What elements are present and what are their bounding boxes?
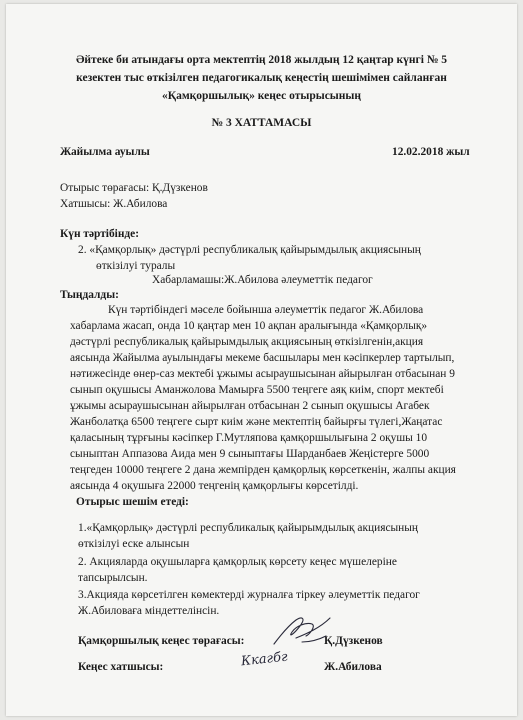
- agenda-item-line-1: 2. «Қамқорлық» дәстүрлі республикалық қайырымдылық акциясының: [78, 244, 421, 256]
- listened-line: Күн тәртібіндегі мәселе бойынша әлеуметтік педагог Ж.Абилова: [108, 304, 424, 316]
- listened-line: хабарлама жасап, онда 10 қаңтар мен 10 ақпан аралығында «Қамқорлық»: [70, 320, 428, 332]
- agenda-speaker: Хабарламашы:Ж.Абилова әлеуметтік педагог: [152, 274, 373, 286]
- date: 12.02.2018 жыл: [392, 146, 470, 158]
- listened-line: теңгеден 10000 теңгеге 2 дана жемпірден қамқорлық көрсеткенін, жалпы акция: [70, 464, 456, 476]
- listened-line: нәтижесінде өнер-саз мектебі ұжымы асыраушысынан айырылған отбасынан 9: [70, 368, 455, 380]
- decision-line: өткізілуі еске алынсын: [78, 538, 190, 550]
- decision-line: Ж.Абиловаға міндеттелінсін.: [78, 605, 220, 617]
- listened-heading: Тыңдалды:: [60, 289, 119, 301]
- listened-line: аясында Жайылма ауылындағы мекеме басшылары мен кәсіпкерлер тартылып,: [70, 352, 455, 364]
- decision-line: 2. Акцияларда оқушыларға қамқорлық көрсету кеңес мүшелеріне: [78, 556, 397, 568]
- chair-signature-icon: [266, 608, 336, 652]
- chair-signature-name: Қ.Дүзкенов: [324, 635, 383, 647]
- secretary-handwritten-signature: Ккагбг: [240, 649, 289, 670]
- chair-line: Отырыс төрағасы: Қ.Дүзкенов: [60, 182, 208, 194]
- listened-line: Жанболатқа 6500 теңгеге сырт киім және мектептің байырғы түлегі,Жаңатас: [70, 416, 443, 428]
- agenda-item-line-2: өткізілуі туралы: [96, 260, 176, 272]
- secretary-signature-name: Ж.Абилова: [324, 661, 382, 673]
- agenda-heading: Күн тәртібінде:: [60, 228, 139, 240]
- decision-line: 3.Акцияда көрсетілген көмектерді журналға тіркеу әлеуметтік педагог: [78, 589, 420, 601]
- chair-signature-title: Қамқоршылық кеңес төрағасы:: [78, 635, 245, 647]
- decision-line: тапсырылсын.: [78, 572, 148, 584]
- header-line-1: Әйтеке би атындағы орта мектептің 2018 жылдың 12 қаңтар күнгі № 5: [75, 54, 448, 66]
- listened-line: аясында 4 оқушыға 22000 теңгенің қамқорлығы көрсетілді.: [70, 480, 359, 492]
- listened-line: сыныптан Аппазова Аида мен 9 сыныптағы Шарданбаев Жеңістерге 5000: [70, 448, 430, 460]
- secretary-signature-title: Кеңес хатшысы:: [78, 661, 164, 673]
- protocol-title: № 3 ХАТТАМАСЫ: [211, 117, 312, 129]
- secretary-line: Хатшысы: Ж.Абилова: [60, 198, 168, 210]
- place: Жайылма ауылы: [60, 146, 150, 158]
- header-line-2: кезектен тыс өткізілген педагогикалық кеңестің шешімімен сайланған: [76, 72, 447, 84]
- decision-heading: Отырыс шешім етеді:: [76, 496, 189, 508]
- document-page: [6, 4, 517, 716]
- listened-line: дәстүрлі республикалық қайырымдылық акциясының өткізілгенін,акция: [70, 336, 424, 348]
- listened-line: қаласының тұрғыны кәсіпкер Г.Мутляпова қамқоршылығына 2 оқушы 10: [70, 432, 428, 444]
- listened-line: ұжымы асыраушысынан айырылған отбасынан 2 сынып оқушысы Агабек: [70, 400, 430, 412]
- header-line-3: «Қамқоршылық» кеңес отырысының: [161, 90, 362, 102]
- decision-line: 1.«Қамқорлық» дәстүрлі республикалық қайырымдылық акциясының: [78, 522, 419, 534]
- listened-line: сынып оқушысы Аманжолова Мамырға 5500 теңгеге аяқ киім, спорт мектебі: [70, 384, 444, 396]
